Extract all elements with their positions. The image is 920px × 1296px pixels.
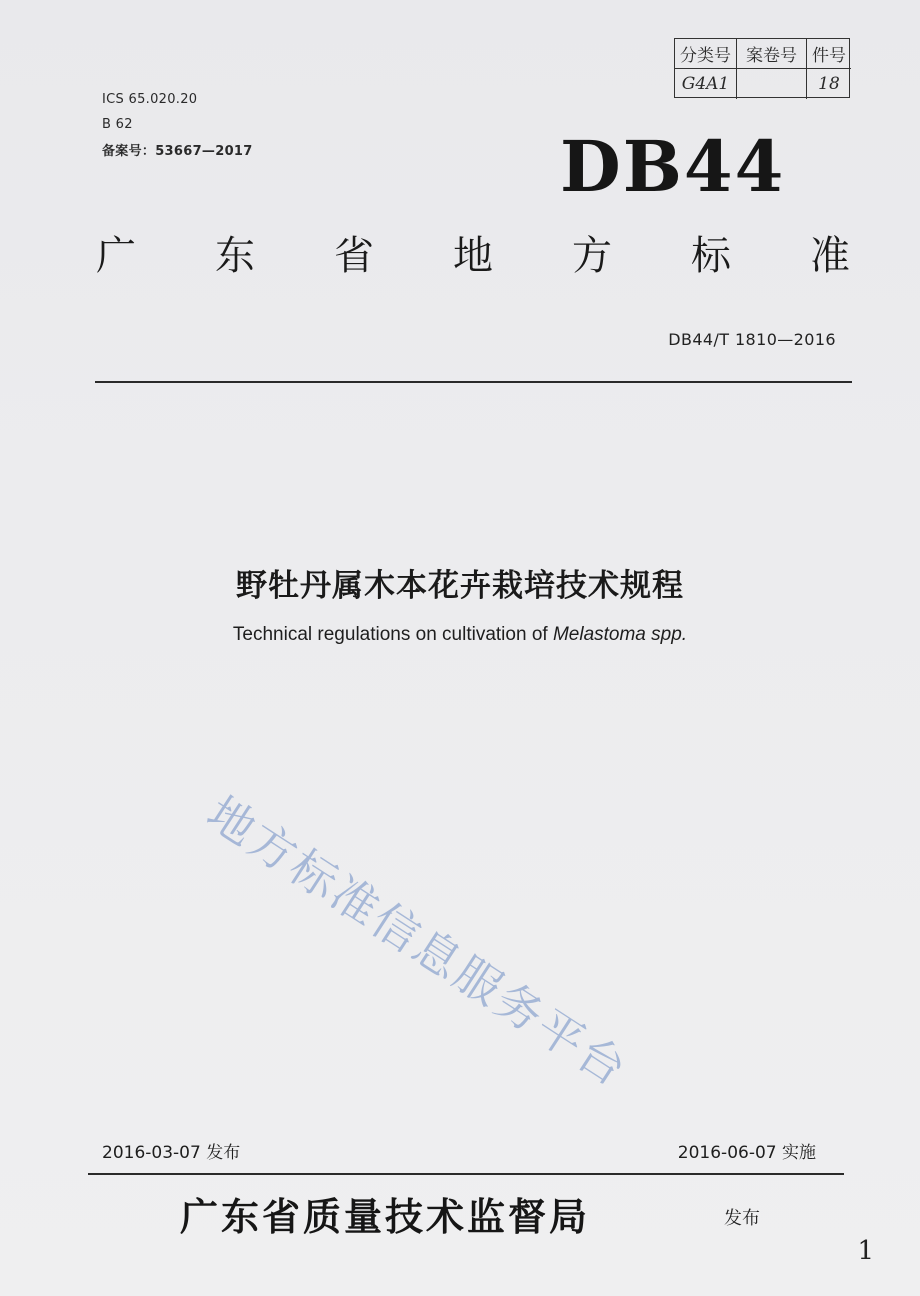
ics-code: ICS 65.020.20: [102, 92, 198, 107]
archive-value-classification: G4A1: [675, 69, 737, 99]
footer-divider: [88, 1173, 844, 1175]
standard-type-char: 东: [215, 233, 255, 279]
title-chinese: 野牡丹属木本花卉栽培技术规程: [236, 568, 684, 604]
archive-header-classification: 分类号: [675, 39, 737, 69]
standard-type-char: 地: [453, 233, 493, 279]
standard-type-heading: [96, 233, 850, 279]
issue-date: 2016-03-07 发布: [102, 1143, 241, 1163]
page-number: 1: [857, 1236, 874, 1266]
title-english-species: Melastoma spp.: [552, 624, 688, 645]
archive-value-item: 18: [818, 74, 840, 94]
filing-number: 备案号：53667—2017: [102, 144, 253, 159]
standard-number: DB44/T 1810—2016: [668, 330, 836, 349]
publisher-name: 广东省质量技术监督局: [180, 1194, 591, 1239]
publisher-suffix: 发布: [724, 1208, 760, 1229]
implementation-date: 2016-06-07 实施: [677, 1143, 816, 1163]
standard-type-char: 准: [810, 233, 850, 279]
standard-logo: DB44: [560, 125, 786, 208]
archive-value-file: [737, 69, 807, 99]
title-english: [0, 624, 920, 646]
standard-type-char: 方: [572, 233, 612, 279]
watermark-text: 地方标准信息服务平台: [197, 785, 639, 1098]
standard-type-char: 广: [96, 233, 136, 279]
archive-header-file: 案卷号: [737, 39, 807, 69]
standard-type-char: 标: [691, 233, 731, 279]
header-divider: [95, 381, 852, 383]
archive-stamp-box: [674, 38, 850, 98]
archive-header-item: 件号: [807, 39, 851, 69]
ccs-code: B 62: [102, 117, 133, 132]
title-english-main: Technical regulations on cultivation of: [232, 624, 553, 645]
standard-type-char: 省: [334, 233, 374, 279]
